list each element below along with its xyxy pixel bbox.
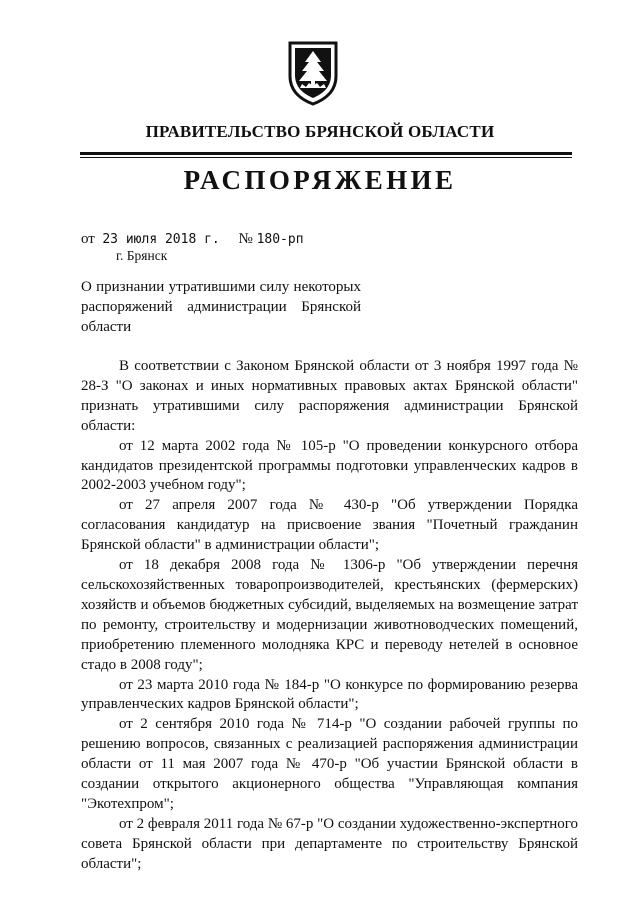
government-title: ПРАВИТЕЛЬСТВО БРЯНСКОЙ ОБЛАСТИ xyxy=(145,122,495,141)
document-body xyxy=(81,357,578,875)
paragraph: от 12 марта 2002 года № 105-р "О проведении конкурсного отбора кандидатов президентской программы подготовки управленческих кадров в 2002-2003 учебном году"; xyxy=(81,437,578,494)
paragraph: от 18 декабря 2008 года № 1306-р "Об утверждении перечня сельскохозяйственных товаропроизводителей, крестьянских (фермерских) хозяйств и объемов бюджетных субсидий, выделяемых на возмещение затрат по ремонту, строительству и модернизации животноводческих помещений, приобретению племенного молодняка КРС и переводу нетелей в основное стадо в 2008 году"; xyxy=(81,557,578,673)
date-line xyxy=(81,229,304,250)
paragraph: от 23 марта 2010 года № 184-р "О конкурсе по формированию резерва управленческих кадров Брянской области"; xyxy=(81,676,578,713)
document-type: РАСПОРЯЖЕНИЕ xyxy=(183,165,457,195)
paragraph: от 27 апреля 2007 года № 430-р "Об утверждении Порядка согласования кандидатур на присвоение звания "Почетный гражданин Брянской области" в администрации области"; xyxy=(81,497,578,554)
document-city: г. Брянск xyxy=(116,248,168,263)
document-date: 23 июля 2018 г. xyxy=(102,232,220,247)
bryansk-coat-of-arms-icon xyxy=(286,40,340,106)
document-subject: О признании утратившими силу некоторых распоряжений администрации Брянской области xyxy=(81,279,361,335)
date-prefix: от xyxy=(81,231,95,247)
paragraph: от 2 февраля 2011 года № 67-р "О создании художественно-экспертного совета Брянской области при департаменте по строительству Брянской области"; xyxy=(81,815,578,872)
paragraph: В соответствии с Законом Брянской области от 3 ноября 1997 года № 28-З "О законах и иных нормативных правовых актах Брянской области" признать утратившими силу распоряжения администрации Брянской области: xyxy=(81,358,578,434)
header-rule-thick xyxy=(80,152,572,155)
number-sign: № xyxy=(238,231,253,247)
document-number: 180-рп xyxy=(256,232,304,247)
header-rule-thin xyxy=(80,157,572,158)
paragraph: от 2 сентября 2010 года № 714-р "О создании рабочей группы по решению вопросов, связанных с реализацией распоряжения администрации области от 11 мая 2007 года № 470-р "Об участии Брянской области в создании открытого акционерного общества "Управляющая компания "Экотехпром"; xyxy=(81,716,578,812)
